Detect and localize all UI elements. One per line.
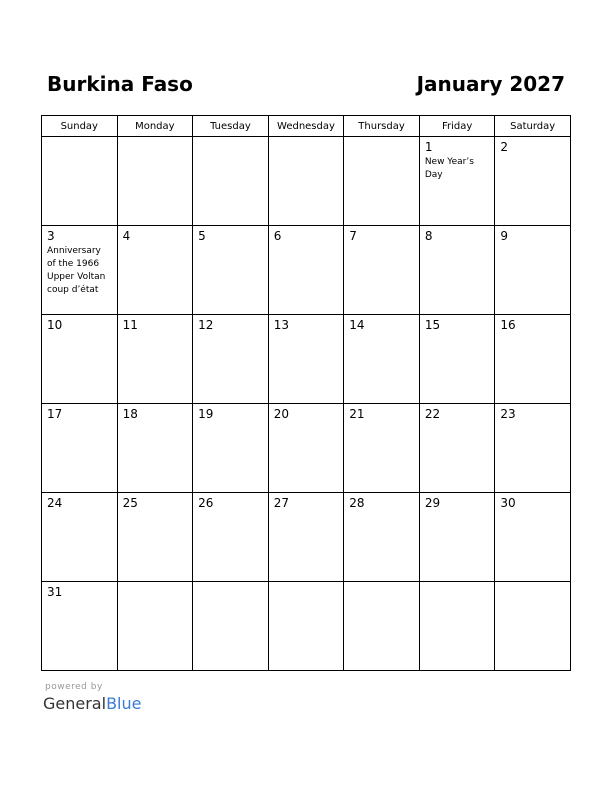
day-number: 26 bbox=[198, 496, 214, 510]
day-cell-content bbox=[42, 315, 117, 336]
page-title-country: Burkina Faso bbox=[47, 72, 193, 96]
calendar-grid bbox=[41, 115, 571, 671]
day-number: 16 bbox=[500, 318, 516, 332]
day-number: 30 bbox=[500, 496, 516, 510]
day-cell-content bbox=[193, 493, 268, 514]
day-number: 17 bbox=[47, 407, 63, 421]
day-number: 23 bbox=[500, 407, 516, 421]
day-cell-content bbox=[193, 582, 268, 588]
day-number: 12 bbox=[198, 318, 214, 332]
day-number: 22 bbox=[424, 407, 441, 421]
weekday-header-row bbox=[42, 116, 571, 137]
day-cell bbox=[268, 315, 344, 404]
day-number: 25 bbox=[122, 496, 138, 510]
day-cell bbox=[117, 582, 193, 671]
day-cell-content bbox=[193, 226, 268, 247]
day-cell-content bbox=[269, 404, 344, 425]
day-cell bbox=[193, 137, 269, 226]
week-row bbox=[42, 226, 571, 315]
day-cell bbox=[495, 493, 571, 582]
day-cell bbox=[268, 404, 344, 493]
day-number: 6 bbox=[273, 229, 282, 243]
day-cell-content bbox=[193, 404, 268, 425]
day-cell bbox=[117, 226, 193, 315]
day-cell-content bbox=[118, 137, 193, 143]
day-cell bbox=[495, 226, 571, 315]
day-cell bbox=[344, 315, 420, 404]
day-cell-content bbox=[193, 315, 268, 336]
day-cell-content bbox=[495, 137, 570, 158]
day-cell-content bbox=[42, 582, 117, 603]
day-number: 18 bbox=[122, 407, 138, 421]
day-number: 11 bbox=[122, 318, 138, 332]
day-cell bbox=[419, 226, 495, 315]
day-cell bbox=[117, 404, 193, 493]
day-cell bbox=[344, 582, 420, 671]
generalblue-logo bbox=[43, 694, 141, 714]
day-cell-content bbox=[193, 137, 268, 143]
day-cell-content bbox=[269, 315, 344, 336]
day-cell-content bbox=[344, 226, 419, 247]
day-cell-content bbox=[269, 493, 344, 514]
day-cell-content bbox=[420, 493, 495, 514]
day-number: 29 bbox=[424, 496, 441, 510]
page-title-month: January 2027 bbox=[416, 72, 565, 96]
day-cell-content bbox=[420, 226, 495, 247]
day-cell-content bbox=[344, 493, 419, 514]
day-cell-content bbox=[420, 404, 495, 425]
day-cell-content bbox=[42, 137, 117, 143]
holiday-label: New Year’s Day bbox=[424, 157, 474, 180]
day-cell bbox=[117, 315, 193, 404]
week-row bbox=[42, 404, 571, 493]
day-cell bbox=[344, 493, 420, 582]
day-cell bbox=[268, 226, 344, 315]
day-cell-content bbox=[420, 582, 495, 588]
day-cell-content bbox=[420, 315, 495, 336]
week-row bbox=[42, 137, 571, 226]
weekday-monday: Monday bbox=[117, 116, 193, 137]
day-cell-content bbox=[344, 315, 419, 336]
day-number: 20 bbox=[273, 407, 289, 421]
day-cell bbox=[419, 315, 495, 404]
day-cell bbox=[268, 493, 344, 582]
day-cell-content bbox=[344, 137, 419, 143]
brand-general-text: General bbox=[43, 694, 107, 713]
day-cell bbox=[42, 582, 118, 671]
day-cell-content bbox=[269, 582, 344, 588]
day-number: 13 bbox=[273, 318, 289, 332]
day-number: 31 bbox=[47, 585, 63, 599]
day-cell bbox=[42, 226, 118, 315]
day-cell bbox=[344, 404, 420, 493]
week-row bbox=[42, 582, 571, 671]
day-cell-content bbox=[42, 493, 117, 514]
day-cell-content bbox=[344, 582, 419, 588]
day-cell bbox=[117, 493, 193, 582]
day-cell-content bbox=[495, 315, 570, 336]
day-cell-content bbox=[118, 226, 193, 247]
day-cell bbox=[193, 404, 269, 493]
day-cell-content bbox=[118, 315, 193, 336]
weekday-sunday: Sunday bbox=[42, 116, 118, 137]
day-cell bbox=[193, 226, 269, 315]
weekday-thursday: Thursday bbox=[344, 116, 420, 137]
day-number: 8 bbox=[424, 229, 433, 243]
day-cell bbox=[193, 315, 269, 404]
day-cell-content bbox=[118, 493, 193, 514]
day-number: 14 bbox=[349, 318, 365, 332]
day-cell bbox=[117, 137, 193, 226]
day-cell bbox=[42, 404, 118, 493]
day-cell-content bbox=[495, 404, 570, 425]
day-cell-content bbox=[42, 226, 117, 300]
day-cell bbox=[193, 582, 269, 671]
day-number: 9 bbox=[500, 229, 509, 243]
day-number: 15 bbox=[424, 318, 441, 332]
weekday-tuesday: Tuesday bbox=[193, 116, 269, 137]
day-cell bbox=[42, 137, 118, 226]
holiday-label: Anniversary of the 1966 Upper Voltan coup d’état bbox=[47, 246, 106, 295]
day-cell bbox=[268, 582, 344, 671]
day-cell-content bbox=[118, 582, 193, 588]
day-cell-content bbox=[42, 404, 117, 425]
day-number: 10 bbox=[47, 318, 63, 332]
day-cell bbox=[42, 493, 118, 582]
day-number: 21 bbox=[349, 407, 365, 421]
day-cell bbox=[193, 493, 269, 582]
day-cell-content bbox=[344, 404, 419, 425]
powered-by-label: powered by bbox=[45, 682, 103, 692]
day-number: 5 bbox=[198, 229, 206, 243]
day-cell bbox=[419, 404, 495, 493]
day-cell bbox=[419, 493, 495, 582]
day-cell-content bbox=[269, 137, 344, 143]
day-number: 4 bbox=[122, 229, 131, 243]
day-cell bbox=[495, 404, 571, 493]
day-cell-content bbox=[118, 404, 193, 425]
day-cell bbox=[42, 315, 118, 404]
day-number: 2 bbox=[500, 140, 509, 154]
day-cell bbox=[495, 315, 571, 404]
weekday-saturday: Saturday bbox=[495, 116, 571, 137]
day-number: 28 bbox=[349, 496, 365, 510]
day-cell bbox=[495, 582, 571, 671]
day-cell bbox=[495, 137, 571, 226]
weekday-friday: Friday bbox=[419, 116, 495, 137]
day-cell-content bbox=[269, 226, 344, 247]
week-row bbox=[42, 493, 571, 582]
day-number: 7 bbox=[349, 229, 357, 243]
day-cell bbox=[268, 137, 344, 226]
day-cell bbox=[419, 582, 495, 671]
day-cell-content bbox=[495, 582, 570, 588]
day-cell-content bbox=[495, 493, 570, 514]
day-number: 19 bbox=[198, 407, 214, 421]
brand-blue-text: Blue bbox=[106, 694, 142, 713]
day-cell bbox=[344, 226, 420, 315]
day-cell-content bbox=[495, 226, 570, 247]
day-number: 1 bbox=[424, 140, 433, 154]
day-number: 24 bbox=[47, 496, 63, 510]
weekday-wednesday: Wednesday bbox=[268, 116, 344, 137]
week-row bbox=[42, 315, 571, 404]
day-number: 3 bbox=[47, 229, 55, 243]
day-cell-content bbox=[420, 137, 495, 185]
day-number: 27 bbox=[273, 496, 289, 510]
day-cell bbox=[419, 137, 495, 226]
day-cell bbox=[344, 137, 420, 226]
